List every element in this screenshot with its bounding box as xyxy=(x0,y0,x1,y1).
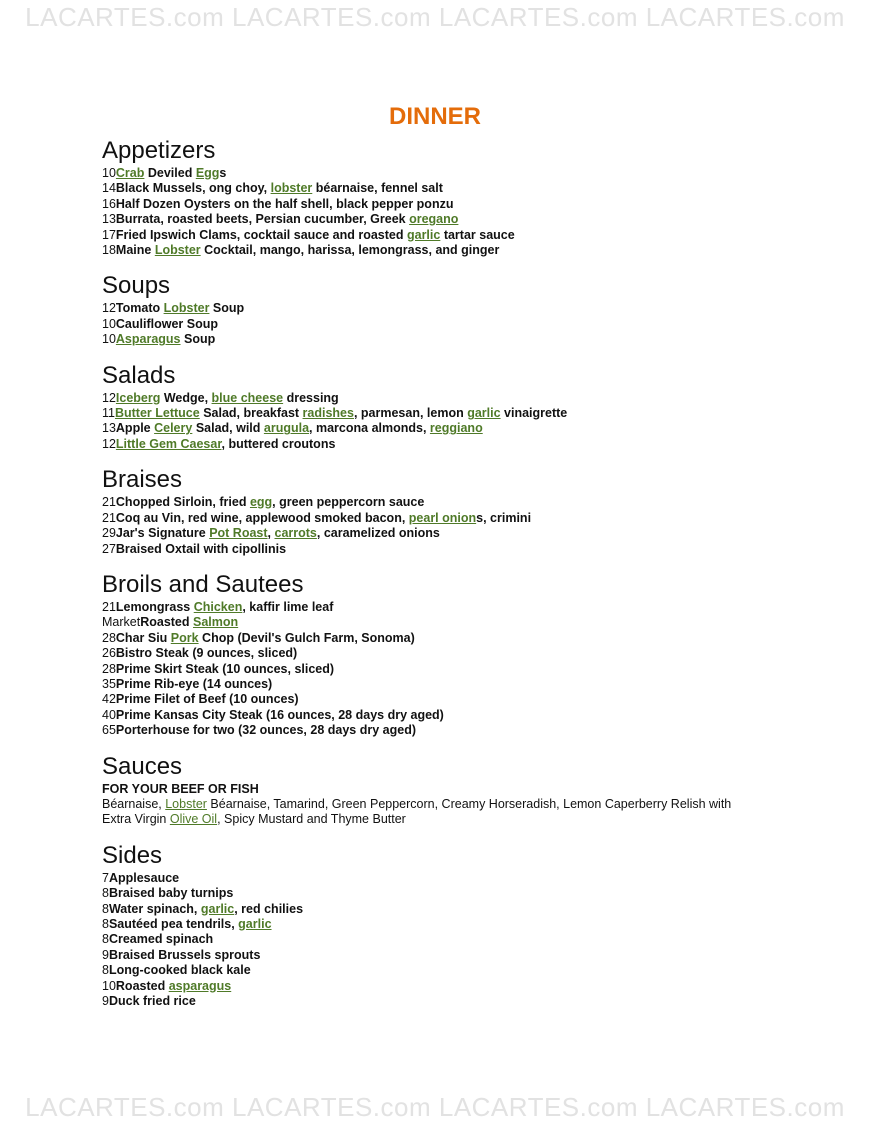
section-heading: Appetizers xyxy=(102,137,216,164)
item-text: Creamed spinach xyxy=(108,932,214,947)
ingredient-link[interactable]: garlic xyxy=(467,406,501,421)
section-sides xyxy=(102,842,802,1010)
item-text: Prime Filet of Beef (10 ounces) xyxy=(115,692,299,707)
item-description xyxy=(116,542,286,556)
ingredient-link[interactable]: Lobster xyxy=(165,796,207,811)
ingredient-link[interactable]: Lobster xyxy=(163,301,210,316)
item-text: Apple xyxy=(115,421,155,436)
item-price: 9 xyxy=(102,947,109,962)
item-price: 10 xyxy=(102,166,116,180)
menu-item xyxy=(102,871,802,886)
page-title: DINNER xyxy=(388,103,481,130)
ingredient-link[interactable]: garlic xyxy=(406,227,441,242)
item-price: 7 xyxy=(102,870,109,885)
item-price: 12 xyxy=(102,301,116,316)
item-text: dressing xyxy=(283,390,339,405)
sauces-line-1 xyxy=(102,797,802,812)
item-price: 8 xyxy=(102,901,109,916)
item-text: Béarnaise, Tamarind, Green Peppercorn, Creamy Horseradish, Lemon Caperberry Relish with xyxy=(206,796,732,811)
item-text: Coq au Vin, red wine, applewood smoked bacon, xyxy=(115,510,409,525)
item-text: , red chilies xyxy=(234,901,304,916)
menu-item xyxy=(102,692,802,707)
item-text: Roasted xyxy=(140,615,193,630)
ingredient-link[interactable]: Olive Oil xyxy=(169,812,218,827)
menu-item xyxy=(102,212,802,227)
ingredient-link[interactable]: reggiano xyxy=(429,421,483,436)
item-description xyxy=(116,166,226,180)
menu-item xyxy=(102,979,802,994)
item-text: Wedge, xyxy=(160,390,212,405)
item-price: 11 xyxy=(102,406,115,421)
item-price: 18 xyxy=(102,243,116,258)
menu-item xyxy=(102,526,802,541)
item-text: , Spicy Mustard and Thyme Butter xyxy=(217,812,406,827)
item-price: 8 xyxy=(102,917,109,931)
item-text: Braised Brussels sprouts xyxy=(108,947,261,962)
item-price: 8 xyxy=(102,963,109,978)
item-text: Applesauce xyxy=(108,870,180,885)
item-price: 12 xyxy=(102,390,116,405)
ingredient-link[interactable]: Salmon xyxy=(193,615,239,630)
item-price: 27 xyxy=(102,541,116,556)
item-price: 26 xyxy=(102,646,116,661)
menu-item xyxy=(102,631,802,646)
ingredient-link[interactable]: Lobster xyxy=(154,243,201,258)
item-price: Market xyxy=(102,615,141,630)
item-description xyxy=(116,692,299,706)
ingredient-link[interactable]: Crab xyxy=(115,166,145,180)
menu-item xyxy=(102,917,802,932)
menu-sections xyxy=(102,137,802,739)
item-text: Porterhouse for two (32 ounces, 28 days dry aged) xyxy=(115,723,416,738)
item-price: 21 xyxy=(102,599,116,614)
item-text: Jar's Signature xyxy=(115,526,210,541)
item-text: , buttered croutons xyxy=(221,436,336,451)
item-price: 13 xyxy=(102,421,116,436)
menu-item xyxy=(102,406,802,421)
item-price: 21 xyxy=(102,510,116,525)
item-description xyxy=(116,723,416,737)
item-description xyxy=(116,495,424,509)
menu-item xyxy=(102,421,802,436)
menu-item xyxy=(102,181,802,196)
menu-item xyxy=(102,963,802,978)
item-description xyxy=(116,212,459,226)
item-description xyxy=(109,994,196,1008)
menu-item xyxy=(102,708,802,723)
menu-item xyxy=(102,646,802,661)
item-text: Chopped Sirloin, fried xyxy=(115,495,250,510)
item-text: Char Siu xyxy=(115,630,171,645)
item-text: Braised Oxtail with cipollinis xyxy=(115,541,287,556)
item-text: Salad, breakfast xyxy=(199,406,303,421)
item-description xyxy=(116,708,444,722)
item-description xyxy=(115,406,567,420)
ingredient-link[interactable]: oregano xyxy=(409,212,459,227)
ingredient-link[interactable]: lobster xyxy=(270,181,313,196)
item-description xyxy=(116,317,218,331)
item-text: Black Mussels, ong choy, xyxy=(115,181,271,196)
menu-page xyxy=(102,103,802,1023)
item-text: Lemongrass xyxy=(115,599,194,614)
menu-item xyxy=(102,332,802,347)
item-text: Soup xyxy=(180,332,216,347)
item-text: Burrata, roasted beets, Persian cucumber, Greek xyxy=(115,212,410,227)
menu-item xyxy=(102,437,802,452)
item-text: , parmesan, lemon xyxy=(353,406,468,421)
item-text: Cauliflower Soup xyxy=(115,316,218,331)
item-description xyxy=(109,886,233,900)
menu-item xyxy=(102,243,802,258)
menu-item xyxy=(102,615,802,630)
item-text: Tomato xyxy=(115,301,164,316)
ingredient-link[interactable]: carrots xyxy=(274,526,317,541)
item-text: Deviled xyxy=(144,166,196,180)
item-text: , marcona almonds, xyxy=(309,421,430,436)
item-description xyxy=(116,979,231,993)
item-text: , kaffir lime leaf xyxy=(242,599,334,614)
item-price: 16 xyxy=(102,196,116,211)
section-heading: Sauces xyxy=(102,752,183,780)
ingredient-link[interactable]: garlic xyxy=(200,901,235,916)
section-sauces xyxy=(102,753,802,828)
item-price: 9 xyxy=(102,994,109,1009)
item-text: Long-cooked black kale xyxy=(108,963,251,978)
section-heading: Braises xyxy=(102,466,183,494)
menu-item xyxy=(102,228,802,243)
item-price: 35 xyxy=(102,676,116,691)
item-description xyxy=(140,615,238,629)
watermark-top: LACARTES.com LACARTES.com LACARTES.com LACARTES.com xyxy=(25,2,845,32)
ingredient-link[interactable]: Chicken xyxy=(193,599,243,614)
item-price: 17 xyxy=(102,227,116,242)
ingredient-link[interactable]: Little Gem Caesar xyxy=(115,436,222,451)
section-heading: Salads xyxy=(102,361,176,389)
item-price: 10 xyxy=(102,978,116,993)
ingredient-link[interactable]: radishes xyxy=(302,406,354,421)
item-description xyxy=(109,948,260,962)
ingredient-link[interactable]: Pork xyxy=(170,630,199,645)
item-text: , caramelized onions xyxy=(316,526,440,541)
sauces-subheading: FOR YOUR BEEF OR FISH xyxy=(102,781,259,796)
menu-item xyxy=(102,723,802,738)
item-text: , xyxy=(267,526,275,541)
item-description xyxy=(109,902,303,916)
item-price: 8 xyxy=(102,932,109,947)
section-heading: Soups xyxy=(102,272,171,300)
item-description xyxy=(116,391,339,405)
item-text: Cocktail, mango, harissa, lemongrass, and ginger xyxy=(200,243,500,258)
item-description xyxy=(116,243,499,257)
menu-item xyxy=(102,317,802,332)
ingredient-link[interactable]: Asparagus xyxy=(115,332,181,347)
section-broils-and-sautees xyxy=(102,571,802,739)
item-price: 40 xyxy=(102,707,116,722)
menu-item xyxy=(102,511,802,526)
item-text: Prime Skirt Steak (10 ounces, sliced) xyxy=(115,661,335,676)
section-soups xyxy=(102,272,802,347)
item-text: tartar sauce xyxy=(440,227,515,242)
item-description xyxy=(109,917,272,931)
menu-item xyxy=(102,994,802,1009)
item-text: Half Dozen Oysters on the half shell, black pepper ponzu xyxy=(115,196,454,211)
item-description xyxy=(116,301,244,315)
item-price: 14 xyxy=(102,181,116,196)
ingredient-link[interactable]: asparagus xyxy=(168,978,232,993)
item-text: Béarnaise, xyxy=(102,796,166,811)
item-text: Roasted xyxy=(115,978,169,993)
item-text: Prime Kansas City Steak (16 ounces, 28 days dry aged) xyxy=(115,707,444,722)
ingredient-link[interactable]: blue cheese xyxy=(211,390,284,405)
item-text: Soup xyxy=(209,301,245,316)
item-text: Chop (Devil's Gulch Farm, Sonoma) xyxy=(198,630,415,645)
menu-item xyxy=(102,495,802,510)
item-price: 13 xyxy=(102,212,116,227)
section-braises xyxy=(102,466,802,557)
item-text: Salad, wild xyxy=(192,421,264,436)
menu-item xyxy=(102,166,802,181)
item-price: 12 xyxy=(102,436,116,451)
item-price: 42 xyxy=(102,692,116,707)
item-description xyxy=(116,197,454,211)
item-text: s, crimini xyxy=(476,510,532,525)
item-text: s xyxy=(219,166,227,180)
item-price: 28 xyxy=(102,630,116,645)
menu-item xyxy=(102,662,802,677)
item-text: béarnaise, fennel salt xyxy=(312,181,443,196)
item-description xyxy=(109,963,251,977)
item-description xyxy=(116,421,483,435)
section-heading: Broils and Sautees xyxy=(102,570,304,598)
item-description xyxy=(116,181,443,195)
item-description xyxy=(116,600,333,614)
item-text: , green peppercorn sauce xyxy=(272,495,425,510)
item-price: 21 xyxy=(102,495,116,510)
item-description xyxy=(116,646,297,660)
item-description xyxy=(116,332,215,346)
item-description xyxy=(116,511,531,525)
item-description xyxy=(116,662,334,676)
item-price: 10 xyxy=(102,316,116,331)
section-salads xyxy=(102,362,802,453)
item-text: vinaigrette xyxy=(500,406,568,421)
sauces-line-2 xyxy=(102,812,802,827)
item-text: Bistro Steak (9 ounces, sliced) xyxy=(115,646,298,661)
ingredient-link[interactable]: pearl onion xyxy=(408,510,477,525)
item-price: 28 xyxy=(102,661,116,676)
menu-item xyxy=(102,600,802,615)
ingredient-link[interactable]: garlic xyxy=(238,917,272,931)
menu-item xyxy=(102,542,802,557)
menu-item xyxy=(102,948,802,963)
section-heading: Sides xyxy=(102,841,163,869)
ingredient-link[interactable]: egg xyxy=(249,495,273,510)
menu-item xyxy=(102,391,802,406)
menu-item xyxy=(102,197,802,212)
item-price: 65 xyxy=(102,723,116,738)
item-text: Sautéed pea tendrils, xyxy=(108,917,239,931)
menu-item xyxy=(102,932,802,947)
item-text: Prime Rib-eye (14 ounces) xyxy=(115,676,273,691)
item-text: Extra Virgin xyxy=(102,812,170,827)
menu-item xyxy=(102,301,802,316)
item-price: 29 xyxy=(102,526,116,541)
item-description xyxy=(116,228,515,242)
item-text: Fried Ipswich Clams, cocktail sauce and roasted xyxy=(115,227,407,242)
item-description xyxy=(109,871,179,885)
item-text: Maine xyxy=(115,243,155,258)
item-description xyxy=(109,932,213,946)
ingredient-link[interactable]: Iceberg xyxy=(115,390,161,405)
item-description xyxy=(116,631,415,645)
item-description xyxy=(116,437,336,451)
item-description xyxy=(116,526,440,540)
ingredient-link[interactable]: Pot Roast xyxy=(209,526,268,541)
item-text: Braised baby turnips xyxy=(108,886,234,901)
item-description xyxy=(116,677,272,691)
menu-item xyxy=(102,677,802,692)
item-price: 8 xyxy=(102,886,109,901)
watermark-bottom: LACARTES.com LACARTES.com LACARTES.com LACARTES.com xyxy=(25,1092,845,1122)
item-text: Water spinach, xyxy=(108,901,201,916)
menu-item xyxy=(102,886,802,901)
ingredient-link[interactable]: Butter Lettuce xyxy=(114,406,200,421)
sides-items xyxy=(102,871,802,1010)
ingredient-link[interactable]: arugula xyxy=(263,421,310,436)
menu-item xyxy=(102,902,802,917)
ingredient-link[interactable]: Celery xyxy=(154,421,193,436)
item-price: 10 xyxy=(102,332,116,347)
item-text: Duck fried rice xyxy=(108,994,196,1009)
section-appetizers xyxy=(102,137,802,258)
ingredient-link[interactable]: Egg xyxy=(195,166,220,180)
